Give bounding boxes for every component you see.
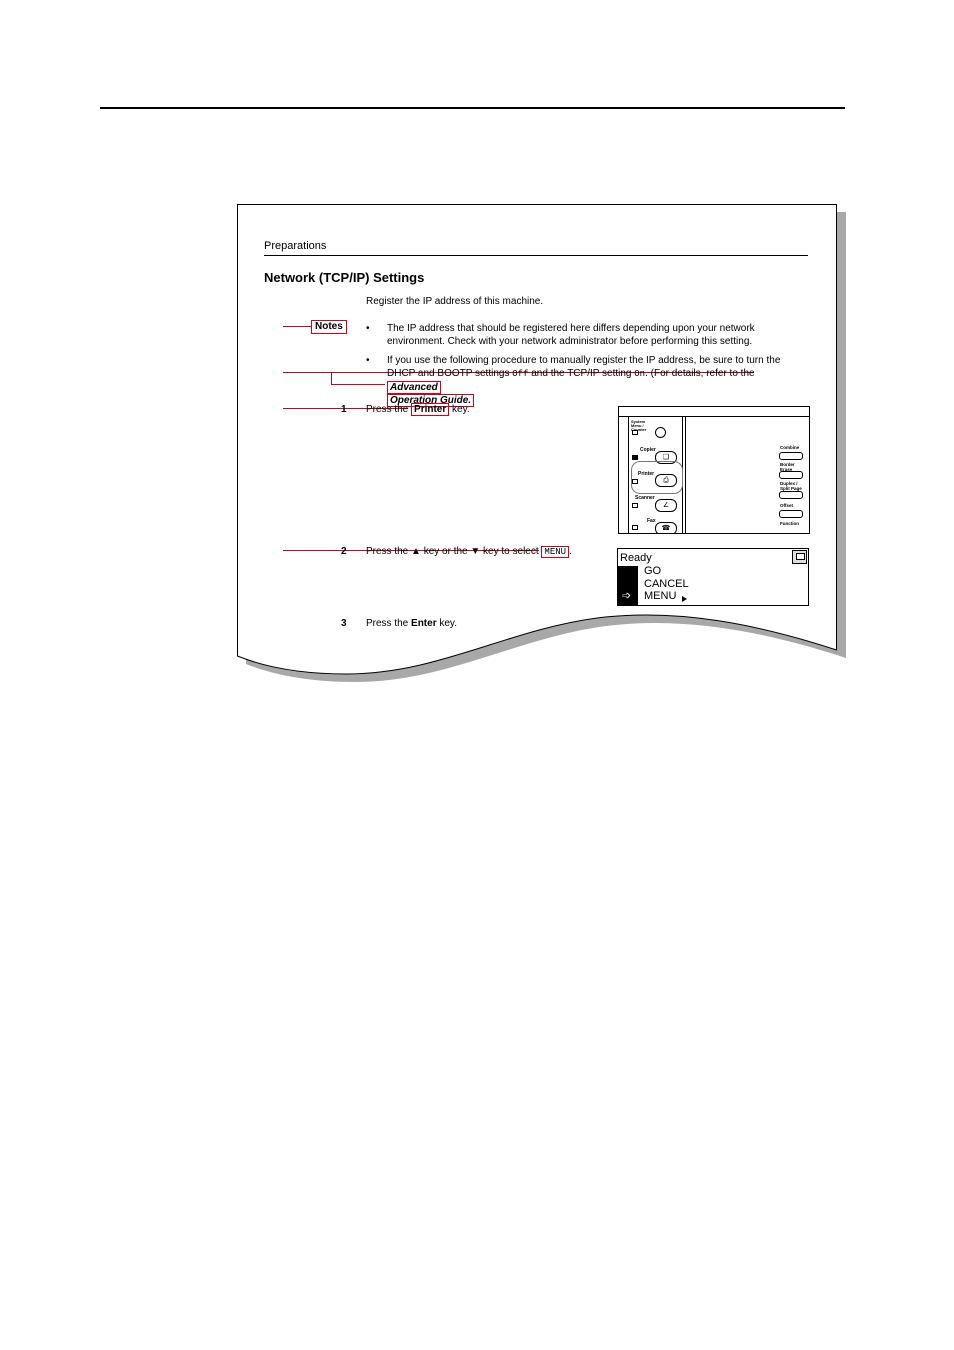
- note-2-bullet: •: [366, 355, 370, 366]
- callout-bracket-horizontal: [331, 384, 385, 385]
- panel-label-fax: Fax: [647, 518, 656, 524]
- note-2-part3: . (For details, refer to the: [645, 368, 755, 379]
- lcd-status: Ready: [620, 552, 652, 564]
- fax-key: ☎: [655, 522, 677, 534]
- lcd-display: [617, 548, 809, 606]
- panel-divider: [685, 416, 686, 534]
- intro-text: Register the IP address of this machine.: [366, 296, 544, 307]
- note-1-bullet: •: [366, 323, 370, 334]
- page-header-label: Preparations: [264, 240, 327, 252]
- panel-led-copier: [632, 455, 638, 460]
- header-rule: [264, 255, 808, 256]
- panel-right-label-combine: Combine: [780, 445, 800, 450]
- copier-key: ❑: [655, 451, 677, 464]
- step-2-after: .: [569, 546, 572, 557]
- panel-label-system-menu: System Menu / Counter: [631, 419, 647, 432]
- step-3-before: Press the: [366, 618, 412, 629]
- section-title: Network (TCP/IP) Settings: [264, 270, 425, 285]
- panel-right-label-function: Function: [780, 521, 799, 526]
- step-1-key: Printer: [411, 403, 449, 416]
- printer-key-highlight: [631, 461, 683, 494]
- step-1-before: Press the: [366, 404, 412, 415]
- note-2-off: Off: [512, 369, 529, 379]
- border-erase-button: [779, 471, 803, 479]
- lcd-item-go: GO: [644, 565, 662, 577]
- offset-button: [779, 510, 803, 518]
- lcd-cursor-arrow: ➩: [622, 590, 632, 602]
- step-3-text: [366, 617, 457, 630]
- duplex-button: [779, 491, 803, 499]
- note-2-on: On: [634, 369, 646, 379]
- panel-label-printer: Printer: [638, 471, 655, 477]
- step-1-number: 1: [341, 404, 347, 415]
- panel-round-key: [655, 427, 666, 438]
- step-1-after: key.: [449, 404, 470, 415]
- scanner-key: ∠: [655, 499, 677, 512]
- combine-button: [779, 452, 803, 460]
- note-2-part2: and the TCP/IP setting: [528, 368, 635, 379]
- note-2-text: [387, 354, 797, 407]
- notes-label: Notes: [311, 320, 347, 334]
- panel-led-system: [632, 430, 638, 435]
- note-1-text: The IP address that should be registered here differs depending upon your network environment. Check with your network administrator before performing this setting.: [387, 323, 755, 347]
- note-2-part1: If you use the following procedure to manually register the IP address, be sure to turn the DHCP and BOOTP settings: [387, 355, 781, 379]
- step-3-key: Enter: [411, 618, 437, 629]
- printer-key: ⎙: [655, 474, 677, 487]
- step-2-text: [366, 545, 572, 559]
- callout-line-notes: [283, 326, 311, 327]
- step-2-key: MENU: [541, 546, 569, 558]
- top-rule: [100, 107, 845, 109]
- callout-bracket-vertical: [331, 372, 332, 384]
- step-3-number: 3: [341, 618, 347, 629]
- step-2-before: Press the ▲ key or the ▼ key to select: [366, 546, 542, 557]
- note-2-ref-operation-guide: Operation Guide.: [387, 394, 474, 407]
- panel-label-copier: Copier: [640, 447, 656, 453]
- step-3-after: key.: [436, 618, 457, 629]
- panel-right-label-border-erase: Border Erase: [780, 462, 795, 472]
- panel-led-scanner: [632, 503, 638, 508]
- lcd-submenu-arrow-icon: [682, 596, 687, 602]
- panel-label-scanner: Scanner: [635, 495, 655, 501]
- panel-right-label-duplex: Duplex / Split Page: [780, 481, 802, 491]
- lcd-item-cancel: CANCEL: [644, 578, 689, 590]
- step-1-text: [366, 403, 470, 416]
- panel-right-label-offset: Offset: [780, 503, 794, 508]
- panel-led-fax: [632, 525, 638, 530]
- lcd-item-menu: MENU: [644, 590, 677, 602]
- note-2-ref-advanced: Advanced: [387, 381, 441, 394]
- lcd-printer-icon: [792, 550, 807, 564]
- step-2-number: 2: [341, 546, 347, 557]
